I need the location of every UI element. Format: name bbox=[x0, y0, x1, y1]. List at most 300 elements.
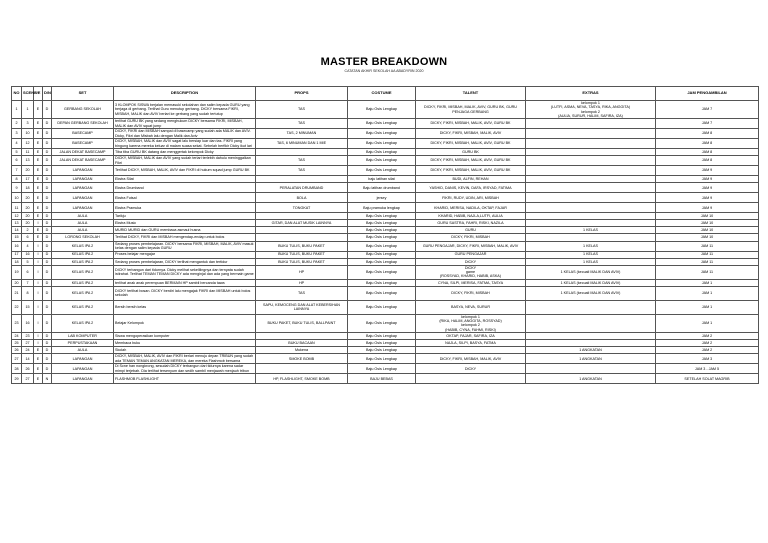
interior-exterior-cell: E bbox=[34, 354, 43, 364]
header-no: NO bbox=[12, 87, 22, 101]
props-cell: TAS bbox=[256, 286, 348, 300]
extras-cell bbox=[526, 234, 656, 241]
header-set: SET bbox=[52, 87, 114, 101]
table-row bbox=[12, 265, 759, 279]
jam-cell: JAM 8 bbox=[656, 156, 759, 166]
costume-cell: Baju Osis Lengkap bbox=[348, 251, 416, 258]
props-cell: GITAR, DAN ALAT MUSIK LAINNYA bbox=[256, 220, 348, 227]
jam-cell: JAM 1 bbox=[656, 314, 759, 332]
props-cell: TAS, 6 MINUMAN DAN 1 MIE bbox=[256, 139, 348, 149]
set-cell: LAPANGAN bbox=[52, 203, 114, 213]
talent-cell: FIKRI, RUDY, UDIN, ARI, MISBAH bbox=[416, 193, 526, 203]
table-row bbox=[12, 149, 759, 156]
scene-cell: 4 bbox=[22, 241, 34, 251]
table-row bbox=[12, 347, 759, 354]
scene-cell: 24 bbox=[22, 347, 34, 354]
set-cell: GERBANG SEKOLAH bbox=[52, 101, 114, 119]
scene-cell: 16 bbox=[22, 251, 34, 258]
costume-cell: Baju Osis Lengkap bbox=[348, 101, 416, 119]
set-cell: KELAS IPA 2 bbox=[52, 258, 114, 265]
interior-exterior-cell: I bbox=[34, 279, 43, 286]
set-cell: AULA bbox=[52, 347, 114, 354]
scene-cell: 12 bbox=[22, 139, 34, 149]
set-cell: LAPANGAN bbox=[52, 166, 114, 176]
header-extras: EXTRAS bbox=[526, 87, 656, 101]
talent-cell: OKTAP, FAJAR, SAFIRA, IZA bbox=[416, 332, 526, 339]
costume-cell: baju latihan silat bbox=[348, 176, 416, 183]
day-night-cell: D bbox=[43, 149, 52, 156]
document-subtitle: CATATAN AKHIR SEKOLAH AA ABADYRIN 2020 bbox=[344, 69, 424, 73]
day-night-cell: D bbox=[43, 314, 52, 332]
set-cell: LAB KOMPUTER bbox=[52, 332, 114, 339]
header-talent: TALENT bbox=[416, 87, 526, 101]
jam-cell: JAM 8 bbox=[656, 149, 759, 156]
set-cell: PERPUSTAKAAN bbox=[52, 339, 114, 346]
description-cell: Ekstra Pramuka bbox=[114, 203, 256, 213]
extras-cell: 1 KELAS bbox=[526, 241, 656, 251]
jam-cell: JAM 10 bbox=[656, 234, 759, 241]
description-cell: Tiba tiba GURU BK datang dan menggertak kelompok Dicky bbox=[114, 149, 256, 156]
talent-cell: BASYA, NEVA, SURUR bbox=[416, 300, 526, 314]
talent-cell: DICKY, FIKRI, MISBAH, MALIK, AVIV, GURU BK bbox=[416, 139, 526, 149]
row-number-cell: 23 bbox=[12, 314, 22, 332]
extras-cell bbox=[526, 149, 656, 156]
props-cell: PERALATAN DRUMBAND bbox=[256, 183, 348, 193]
jam-cell: JAM 10 bbox=[656, 213, 759, 220]
props-cell: BOLA bbox=[256, 193, 348, 203]
jam-cell: JAM 9 bbox=[656, 193, 759, 203]
talent-cell: GURU bbox=[416, 227, 526, 234]
interior-exterior-cell: I bbox=[34, 265, 43, 279]
costume-cell: Baju Osis Lengkap bbox=[348, 139, 416, 149]
description-cell: Sedang proses pembelajaran. DICKY bersama FIKRI, MISBAH, MALIK, AVIV masuk kelas dengan salim kepada GURU bbox=[114, 241, 256, 251]
day-night-cell: D bbox=[43, 176, 52, 183]
set-cell: KELAS IPA 2 bbox=[52, 300, 114, 314]
extras-cell bbox=[526, 119, 656, 129]
day-night-cell: D bbox=[43, 213, 52, 220]
row-number-cell: 14 bbox=[12, 227, 22, 234]
row-number-cell: 22 bbox=[12, 300, 22, 314]
props-cell: BUKU TULIS, BUKU PAKET bbox=[256, 251, 348, 258]
costume-cell: Baju Osis Lengkap bbox=[348, 156, 416, 166]
jam-cell: JAM 2 bbox=[656, 347, 759, 354]
set-cell: LAPANGAN bbox=[52, 364, 114, 374]
header-costume: COSTUME bbox=[348, 87, 416, 101]
row-number-cell: 20 bbox=[12, 279, 22, 286]
scene-cell: 11 bbox=[22, 149, 34, 156]
table-row bbox=[12, 129, 759, 139]
scene-cell: 20 bbox=[22, 193, 34, 203]
costume-cell: Baju Osis Lengkap bbox=[348, 234, 416, 241]
costume-cell: Baju Osis Lengkap bbox=[348, 258, 416, 265]
talent-cell: DICKY game (ROSSYAD, KHARID, HABIB, ASKA) bbox=[416, 265, 526, 279]
props-cell bbox=[256, 213, 348, 220]
costume-cell: Baju pramuka lengkap bbox=[348, 203, 416, 213]
extras-cell bbox=[526, 220, 656, 227]
interior-exterior-cell: E bbox=[34, 129, 43, 139]
set-cell: KELAS IPA 2 bbox=[52, 265, 114, 279]
talent-cell: GURU PENGAJAR, DICKY, FIKRI, MISBAH, MALIK, AVIV bbox=[416, 241, 526, 251]
props-cell: BUKU TULIS, BUKU PAKET bbox=[256, 258, 348, 265]
talent-cell: DICKY bbox=[416, 258, 526, 265]
row-number-cell: 8 bbox=[12, 176, 22, 183]
row-number-cell: 11 bbox=[12, 203, 22, 213]
description-cell: DICKY, FIKRI dan MISBAH sampai di basecamp yang sudah ada MALIK dan AVIV. Dicky, Fikri dan Misbah lalu dengan Malik dan Aviv bbox=[114, 129, 256, 139]
extras-cell bbox=[526, 176, 656, 183]
description-cell: Ekstra Drumband bbox=[114, 183, 256, 193]
set-cell: KELAS IPA 2 bbox=[52, 286, 114, 300]
jam-cell: JAM 9 bbox=[656, 176, 759, 183]
props-cell: HP, FLASHLIGHT, SMOKE BOMB bbox=[256, 374, 348, 384]
scene-cell: 26 bbox=[22, 364, 34, 374]
talent-cell: DICKY, FIKRI, MISBAH, MALIK, AVIV, GURU BK bbox=[416, 156, 526, 166]
extras-cell bbox=[526, 314, 656, 332]
day-night-cell: D bbox=[43, 364, 52, 374]
table-row bbox=[12, 314, 759, 332]
costume-cell: jersey bbox=[348, 193, 416, 203]
row-number-cell: 5 bbox=[12, 149, 22, 156]
interior-exterior-cell: E bbox=[34, 176, 43, 183]
interior-exterior-cell: E bbox=[34, 139, 43, 149]
day-night-cell: D bbox=[43, 227, 52, 234]
set-cell: LAPANGAN bbox=[52, 354, 114, 364]
description-cell: DICKY, MISBAH, MALIK dan AVIV yang sudah terlari terlebih dahulu meninggalkan Fikri bbox=[114, 156, 256, 166]
table-row bbox=[12, 286, 759, 300]
row-number-cell: 3 bbox=[12, 129, 22, 139]
interior-exterior-cell: E bbox=[34, 227, 43, 234]
talent-cell: DICKY bbox=[416, 364, 526, 374]
interior-exterior-cell: I bbox=[34, 339, 43, 346]
extras-cell bbox=[526, 156, 656, 166]
costume-cell: Baju Osis Lengkap bbox=[348, 279, 416, 286]
scene-cell: 20 bbox=[22, 220, 34, 227]
set-cell: LORONG SEKOLAH bbox=[52, 234, 114, 241]
costume-cell: Baju Osis Lengkap bbox=[348, 265, 416, 279]
row-number-cell: 12 bbox=[12, 213, 22, 220]
talent-cell bbox=[416, 374, 526, 384]
table-row bbox=[12, 234, 759, 241]
costume-cell: Baju Osis Lengkap bbox=[348, 364, 416, 374]
jam-cell: JAM 2 bbox=[656, 339, 759, 346]
talent-cell: DICKY, FIKRI, MISBAH, MALIK, AVIV, GURU BK bbox=[416, 119, 526, 129]
header-jam: JAM PENGAMBILAN bbox=[656, 87, 759, 101]
description-cell: Terlihat DICKY, FIKRI dan MISBAH mengendap-endap untuk bolos bbox=[114, 234, 256, 241]
jam-cell: JAM 7 bbox=[656, 101, 759, 119]
interior-exterior-cell: I bbox=[34, 251, 43, 258]
row-number-cell: 26 bbox=[12, 347, 22, 354]
jam-cell: JAM 11 bbox=[656, 265, 759, 279]
table-row bbox=[12, 339, 759, 346]
table-row bbox=[12, 332, 759, 339]
props-cell bbox=[256, 176, 348, 183]
table-row bbox=[12, 227, 759, 234]
costume-cell: Baju Osis Lengkap bbox=[348, 166, 416, 176]
jam-cell: JAM 1 bbox=[656, 286, 759, 300]
day-night-cell: D bbox=[43, 258, 52, 265]
scene-cell: 7 bbox=[22, 279, 34, 286]
description-cell: terlihat GURU BK yang sedang menghukum DICKY bersama FIKRI, MISBAH, MALIK dan AVIV squat jump bbox=[114, 119, 256, 129]
jam-cell: SETELAH SOLAT MAGRIB bbox=[656, 374, 759, 384]
scene-cell: 16 bbox=[22, 314, 34, 332]
props-cell: TONGKAT bbox=[256, 203, 348, 213]
row-number-cell: 4 bbox=[12, 139, 22, 149]
costume-cell: Baju latihan drumband bbox=[348, 183, 416, 193]
table-row bbox=[12, 374, 759, 384]
description-cell: Ekstra Music bbox=[114, 220, 256, 227]
extras-cell bbox=[526, 332, 656, 339]
set-cell: KELAS IPA 2 bbox=[52, 314, 114, 332]
extras-cell bbox=[526, 213, 656, 220]
jam-cell: JAM 8 bbox=[656, 139, 759, 149]
props-cell bbox=[256, 227, 348, 234]
table-row bbox=[12, 241, 759, 251]
header-row bbox=[12, 87, 759, 101]
props-cell: TAS bbox=[256, 166, 348, 176]
costume-cell: Baju Osis Lengkap bbox=[348, 314, 416, 332]
set-cell: KELAS IPA 2 bbox=[52, 279, 114, 286]
extras-cell bbox=[526, 364, 656, 374]
jam-cell: JAM 10 bbox=[656, 220, 759, 227]
extras-cell: 1 ANGKATAN bbox=[526, 354, 656, 364]
day-night-cell: D bbox=[43, 251, 52, 258]
extras-cell: 1 KELAS bbox=[526, 227, 656, 234]
description-cell: FLASHMOB FLASHLIGHT bbox=[114, 374, 256, 384]
interior-exterior-cell: I bbox=[34, 286, 43, 300]
costume-cell: Baju Osis Lengkap bbox=[348, 286, 416, 300]
description-cell: MURID MURID dan GURU membaca asmaul husna bbox=[114, 227, 256, 234]
talent-cell: DICKY, FIKRI, MISBAH, MALIK, AVIV bbox=[416, 354, 526, 364]
table-row bbox=[12, 139, 759, 149]
costume-cell: Baju Osis Lengkap bbox=[348, 332, 416, 339]
day-night-cell: D bbox=[43, 286, 52, 300]
row-number-cell: 7 bbox=[12, 166, 22, 176]
row-number-cell: 17 bbox=[12, 251, 22, 258]
talent-cell bbox=[416, 347, 526, 354]
jam-cell: JAM 7 bbox=[656, 119, 759, 129]
row-number-cell: 2 bbox=[12, 119, 22, 129]
table-row bbox=[12, 119, 759, 129]
description-cell: Proses belajar mengajar bbox=[114, 251, 256, 258]
day-night-cell: D bbox=[43, 220, 52, 227]
day-night-cell: D bbox=[43, 193, 52, 203]
extras-cell: 1 KELAS (kecuali MALIK DAN AVIV) bbox=[526, 279, 656, 286]
table-row bbox=[12, 279, 759, 286]
jam-cell: JAM 3 - JAM 5 bbox=[656, 364, 759, 374]
interior-exterior-cell: E bbox=[34, 203, 43, 213]
set-cell: BASECAMP bbox=[52, 129, 114, 139]
props-cell: HP bbox=[256, 279, 348, 286]
day-night-cell: D bbox=[43, 166, 52, 176]
scene-cell: 23 bbox=[22, 332, 34, 339]
day-night-cell: D bbox=[43, 119, 52, 129]
jam-cell: JAM 8 bbox=[656, 129, 759, 139]
extras-cell bbox=[526, 339, 656, 346]
extras-cell bbox=[526, 203, 656, 213]
talent-cell: DICKY, FIKRI, MISBAH bbox=[416, 234, 526, 241]
jam-cell: JAM 2 bbox=[656, 332, 759, 339]
day-night-cell: D bbox=[43, 332, 52, 339]
talent-cell: CYNA, SILPI, MERISA, FATMA, TASYA bbox=[416, 279, 526, 286]
jam-cell: JAM 11 bbox=[656, 258, 759, 265]
costume-cell: Baju Osis Lengkap bbox=[348, 129, 416, 139]
description-cell: Bersih bersih kelas bbox=[114, 300, 256, 314]
day-night-cell: D bbox=[43, 339, 52, 346]
table-row bbox=[12, 183, 759, 193]
extras-cell bbox=[526, 300, 656, 314]
row-number-cell: 27 bbox=[12, 354, 22, 364]
props-cell: TAS bbox=[256, 119, 348, 129]
table-row bbox=[12, 213, 759, 220]
scene-cell: 1 bbox=[22, 101, 34, 119]
talent-cell: kelompok 1 (RIKA, HALIM, ANGGITA, ROSSYAD) kelompok 2 (HABIB, CYNA, FAHMI, RISKI) bbox=[416, 314, 526, 332]
extras-cell: 1 KELAS (kecuali MALIK DAN AVIV) bbox=[526, 286, 656, 300]
extras-cell: 1 KELAS bbox=[526, 258, 656, 265]
interior-exterior-cell: E bbox=[34, 364, 43, 374]
set-cell: AULA bbox=[52, 213, 114, 220]
interior-exterior-cell: E bbox=[34, 183, 43, 193]
costume-cell: Baju Osis Lengkap bbox=[348, 149, 416, 156]
interior-exterior-cell: E bbox=[34, 374, 43, 384]
props-cell: BUKU BACAAN bbox=[256, 339, 348, 346]
talent-cell: DICKY, FIKRI, MISBAH, MALIK, AVIV, GURU BK, GURU PENJAGA GERBANG bbox=[416, 101, 526, 119]
props-cell bbox=[256, 332, 348, 339]
description-cell: terlihat anak anak perempuan BERMAIN HP sambil bercanda tawa bbox=[114, 279, 256, 286]
day-night-cell: D bbox=[43, 139, 52, 149]
props-cell: SAPU, KEMOCENG DAN ALAT KEBERSIHAN LAINNYA bbox=[256, 300, 348, 314]
jam-cell: JAM 9 bbox=[656, 203, 759, 213]
talent-cell: KHARID, MERISA, NADILA, OKTAP, FAJAR bbox=[416, 203, 526, 213]
description-cell: Membaca buku bbox=[114, 339, 256, 346]
extras-cell: 1 ANGKATAN bbox=[526, 347, 656, 354]
scene-cell: 8 bbox=[22, 286, 34, 300]
day-night-cell: D bbox=[43, 265, 52, 279]
table-row bbox=[12, 354, 759, 364]
row-number-cell: 25 bbox=[12, 339, 22, 346]
interior-exterior-cell: I bbox=[34, 241, 43, 251]
jam-cell: JAM 11 bbox=[656, 251, 759, 258]
props-cell bbox=[256, 234, 348, 241]
extras-cell bbox=[526, 193, 656, 203]
props-cell bbox=[256, 364, 348, 374]
jam-cell: JAM 11 bbox=[656, 241, 759, 251]
scene-cell: 15 bbox=[22, 300, 34, 314]
table-row bbox=[12, 251, 759, 258]
set-cell: LAPANGAN bbox=[52, 374, 114, 384]
day-night-cell: D bbox=[43, 234, 52, 241]
header-props: PROPS bbox=[256, 87, 348, 101]
description-cell: Terlihat DICKY, MISBAH, MALIK, AVIV dan FIKRI di hukum squad jump GURU BK bbox=[114, 166, 256, 176]
costume-cell: Baju Osis Lengkap bbox=[348, 119, 416, 129]
talent-cell: DICKY, FIKRI, MISBAH, MALIK, AVIV, GURU BK bbox=[416, 166, 526, 176]
description-cell: Sedang proses pembelajaran, DICKY terlihat mengantuk dan tertidur bbox=[114, 258, 256, 265]
jam-cell: JAM 9 bbox=[656, 183, 759, 193]
row-number-cell: 18 bbox=[12, 258, 22, 265]
row-number-cell: 19 bbox=[12, 265, 22, 279]
extras-cell: kelompok 1 (LUTFI, ASMA, NEVA, TASYA, RIKA, ANGGITA) kelompok 2 (AULIA, SURUR, HALIM, SAFIRA, IZA) bbox=[526, 101, 656, 119]
props-cell: Mukena bbox=[256, 347, 348, 354]
description-cell: Ekstra Silat bbox=[114, 176, 256, 183]
day-night-cell: D bbox=[43, 279, 52, 286]
talent-cell: YASHID, DANIS, KEVIN, DAFA, IRSYAD, FATIMA bbox=[416, 183, 526, 193]
talent-cell: GURU PENGAJAR bbox=[416, 251, 526, 258]
extras-cell: 1 KELAS bbox=[526, 251, 656, 258]
scene-cell: 20 bbox=[22, 166, 34, 176]
interior-exterior-cell: E bbox=[34, 166, 43, 176]
description-cell: Siswa mengoperasikan komputer bbox=[114, 332, 256, 339]
header-description: DESCRIPTION bbox=[114, 87, 256, 101]
talent-cell: GURU SASTRA, FAHRI, RISKI, NAZILA bbox=[416, 220, 526, 227]
description-cell: DICKY terlihat bosan. DICKY berdiri lalu mengajak FIKRI dan MISBAH untuk bolos sekolah bbox=[114, 286, 256, 300]
props-cell: BUKU PAKET, BUKU TULIS, BALLPAINT bbox=[256, 314, 348, 332]
scene-cell: 14 bbox=[22, 354, 34, 364]
costume-cell: Baju Osis Lengkap bbox=[348, 213, 416, 220]
costume-cell: BAJU BEBAS bbox=[348, 374, 416, 384]
talent-cell: BUDI, ALFIN, REHAN bbox=[416, 176, 526, 183]
set-cell: KELAS IPA 2 bbox=[52, 251, 114, 258]
jam-cell: JAM 10 bbox=[656, 227, 759, 234]
table-row bbox=[12, 101, 759, 119]
interior-exterior-cell: I bbox=[34, 220, 43, 227]
table-row bbox=[12, 300, 759, 314]
set-cell: JALAN DEKAT BASECAMP bbox=[52, 156, 114, 166]
extras-cell bbox=[526, 129, 656, 139]
scene-cell: 10 bbox=[22, 129, 34, 139]
row-number-cell: 21 bbox=[12, 286, 22, 300]
interior-exterior-cell: I bbox=[34, 258, 43, 265]
set-cell: LAPANGAN bbox=[52, 193, 114, 203]
row-number-cell: 6 bbox=[12, 156, 22, 166]
day-night-cell: D bbox=[43, 354, 52, 364]
jam-cell: JAM 1 bbox=[656, 300, 759, 314]
description-cell: DICKY terbangun dari tidurnya. Dicky melihat sekelilingnya dan ternyata sudah istirahat. Terlihat TEMAN TEMAN DICKY ada menginjal dan ada yang bermain game bbox=[114, 265, 256, 279]
jam-cell: JAM 1 bbox=[656, 279, 759, 286]
costume-cell: Baju Osis Lengkap bbox=[348, 347, 416, 354]
header-ie: I/E bbox=[34, 87, 43, 101]
day-night-cell: D bbox=[43, 156, 52, 166]
props-cell: TAS bbox=[256, 101, 348, 119]
costume-cell: Baju Osis Lengkap bbox=[348, 227, 416, 234]
scene-cell: 18 bbox=[22, 183, 34, 193]
interior-exterior-cell: E bbox=[34, 213, 43, 220]
table-row bbox=[12, 364, 759, 374]
extras-cell: 1 ANGKATAN bbox=[526, 374, 656, 384]
set-cell: BASECAMP bbox=[52, 139, 114, 149]
scene-cell: 13 bbox=[22, 156, 34, 166]
day-night-cell: D bbox=[43, 183, 52, 193]
set-cell: LAPANGAN bbox=[52, 183, 114, 193]
scene-cell: 20 bbox=[22, 203, 34, 213]
day-night-cell: D bbox=[43, 347, 52, 354]
costume-cell: Baju Osis Lengkap bbox=[348, 241, 416, 251]
row-number-cell: 10 bbox=[12, 193, 22, 203]
scene-cell: 3 bbox=[22, 119, 34, 129]
row-number-cell: 29 bbox=[12, 374, 22, 384]
day-night-cell: N bbox=[43, 374, 52, 384]
props-cell: SMOKE BOMB bbox=[256, 354, 348, 364]
props-cell bbox=[256, 149, 348, 156]
talent-cell: NAJLA, SILPI, BASYA, FATMA bbox=[416, 339, 526, 346]
row-number-cell: 24 bbox=[12, 332, 22, 339]
interior-exterior-cell: E bbox=[34, 156, 43, 166]
interior-exterior-cell: E bbox=[34, 149, 43, 156]
props-cell: TAS bbox=[256, 156, 348, 166]
interior-exterior-cell: E bbox=[34, 101, 43, 119]
interior-exterior-cell: E bbox=[34, 193, 43, 203]
table-row bbox=[12, 156, 759, 166]
day-night-cell: D bbox=[43, 101, 52, 119]
extras-cell bbox=[526, 166, 656, 176]
interior-exterior-cell: E bbox=[34, 234, 43, 241]
